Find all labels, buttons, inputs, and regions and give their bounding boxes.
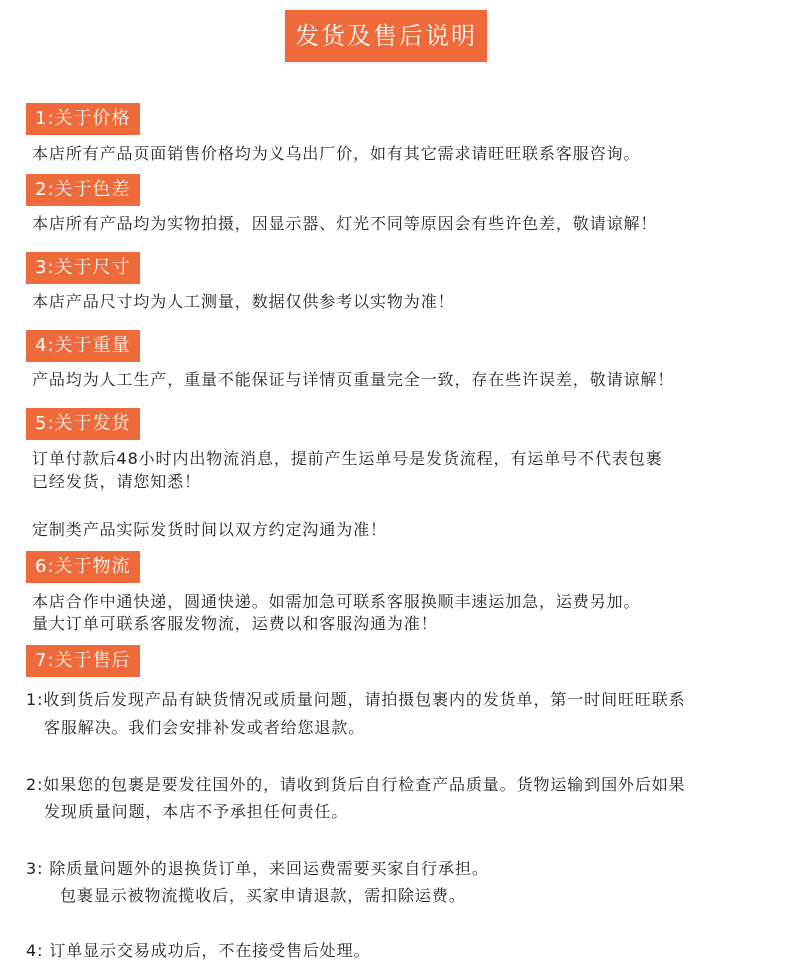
- section-heading-logistics: 6:关于物流: [26, 551, 140, 583]
- section-heading-price: 1:关于价格: [26, 103, 140, 135]
- after-sales-item-3-line-2: 包裹显示被物流揽收后，买家申请退款，需扣除运费。: [60, 886, 466, 905]
- section-heading-color-difference: 2:关于色差: [26, 174, 140, 206]
- after-sales-item-3-line-1: 3: 除质量问题外的退换货订单，来回运费需要买家自行承担。: [26, 859, 489, 878]
- after-sales-item-2-line-1: 2:如果您的包裹是要发往国外的，请收到货后自行检查产品质量。货物运输到国外后如果: [26, 775, 686, 794]
- section-heading-after-sales: 7:关于售后: [26, 645, 140, 677]
- after-sales-item-4: 4: 订单显示交易成功后，不在接受售后处理。: [26, 941, 371, 960]
- price-text: 本店所有产品页面销售价格均为义乌出厂价，如有其它需求请旺旺联系客服咨询。: [32, 144, 641, 163]
- after-sales-item-1-line-2: 客服解决。我们会安排补发或者给您退款。: [44, 718, 366, 737]
- shipping-text-line-2: 已经发货，请您知悉！: [32, 472, 202, 491]
- section-heading-shipping: 5:关于发货: [26, 408, 140, 440]
- weight-text: 产品均为人工生产，重量不能保证与详情页重量完全一致，存在些许误差，敬请谅解！: [32, 370, 675, 389]
- shipping-custom-text: 定制类产品实际发货时间以双方约定沟通为准！: [32, 520, 387, 539]
- color-difference-text: 本店所有产品均为实物拍摄，因显示器、灯光不同等原因会有些许色差，敬请谅解！: [32, 214, 658, 233]
- logistics-text-line-2: 量大订单可联系客服发物流，运费以和客服沟通为准！: [32, 614, 438, 633]
- size-text: 本店产品尺寸均为人工测量，数据仅供参考以实物为准！: [32, 292, 455, 311]
- after-sales-item-1-line-1: 1:收到货后发现产品有缺货情况或质量问题，请拍摄包裹内的发货单，第一时间旺旺联系: [26, 690, 686, 709]
- after-sales-item-2-line-2: 发现质量问题，本店不予承担任何责任。: [44, 802, 349, 821]
- section-heading-weight: 4:关于重量: [26, 330, 140, 362]
- shipping-text-line-1: 订单付款后48小时内出物流消息，提前产生运单号是发货流程，有运单号不代表包裹: [32, 449, 663, 468]
- section-heading-size: 3:关于尺寸: [26, 252, 140, 284]
- logistics-text-line-1: 本店合作中通快递，圆通快递。如需加急可联系客服换顺丰速运加急，运费另加。: [32, 592, 641, 611]
- page-title: 发货及售后说明: [285, 10, 487, 62]
